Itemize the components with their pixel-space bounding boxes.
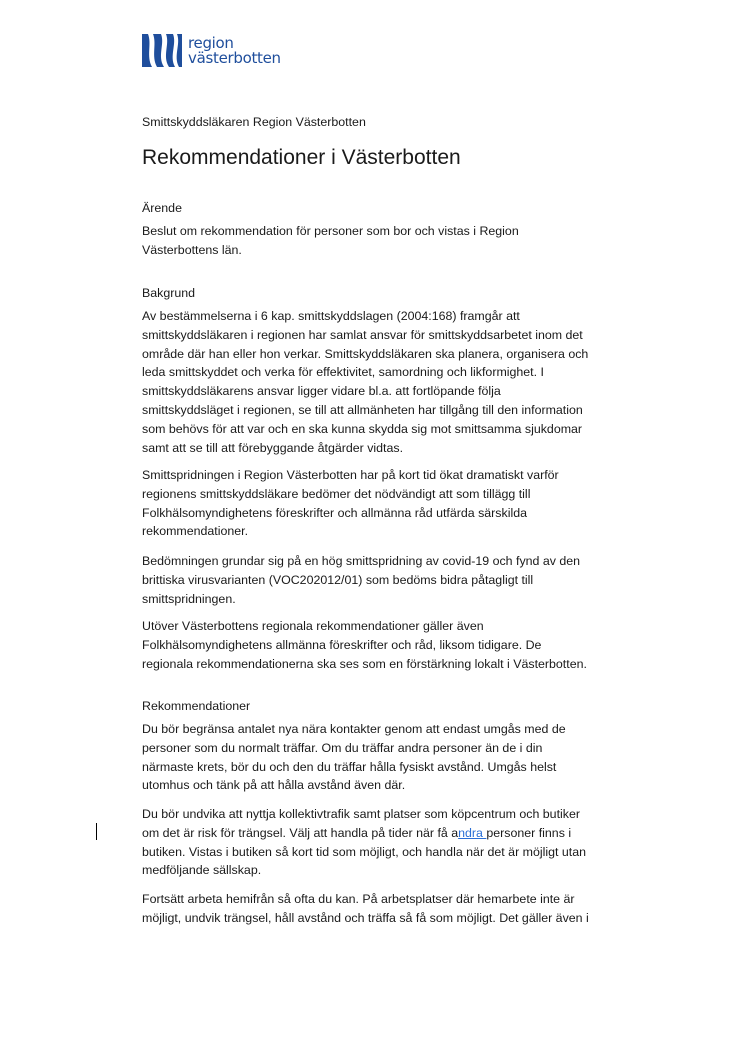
text-line — [142, 522, 559, 541]
text-line — [142, 805, 586, 824]
text-line — [142, 617, 587, 636]
text-line — [142, 199, 182, 218]
text-line — [142, 363, 588, 382]
line-text: personer som du normalt träffar. Om du träffar andra personer än de i din — [142, 740, 543, 755]
logo-mark-icon — [142, 34, 182, 67]
line-text: Rekommendationer — [142, 699, 251, 713]
text-line — [142, 571, 580, 590]
text-line — [142, 636, 587, 655]
document-header: Smittskyddsläkaren Region Västerbotten — [142, 115, 366, 129]
line-text: Västerbottens län. — [142, 242, 242, 257]
text-line — [142, 590, 580, 609]
line-text: rekommendationer. — [142, 524, 249, 539]
paragraph — [142, 617, 587, 673]
line-text: smittspridningen. — [142, 591, 236, 606]
line-text: regionens smittskyddsläkare bedömer det nödvändigt att som tillägg till — [142, 486, 531, 501]
text-line — [142, 307, 588, 326]
text-cursor — [96, 823, 97, 840]
line-text: om det är risk för trängsel. Välj att handla på tider när få a — [142, 825, 459, 840]
paragraph — [142, 222, 519, 260]
line-text: närmaste krets, bör du och den du träffar hålla fysiskt avstånd. Umgås helst — [142, 759, 557, 774]
text-line — [142, 326, 588, 345]
line-text: Folkhälsomyndighetens allmänna föreskrifter och råd, liksom tidigare. De — [142, 637, 542, 652]
paragraph — [142, 805, 586, 880]
paragraph — [142, 307, 588, 457]
line-text: brittiska virusvarianten (VOC202012/01) som bedöms bidra påtagligt till — [142, 572, 534, 587]
text-line — [142, 909, 589, 928]
text-line — [142, 345, 588, 364]
line-text: Smittspridningen i Region Västerbotten har på kort tid ökat dramatiskt varför — [142, 468, 559, 482]
line-text: Bedömningen grundar sig på en hög smittspridning av covid-19 och fynd av den — [142, 554, 581, 568]
page-title: Rekommendationer i Västerbotten — [142, 146, 461, 169]
text-line — [142, 382, 588, 401]
paragraph — [142, 552, 580, 608]
line-text: butiken. Vistas i butiken så kort tid som möjligt, och handla när det är möjligt utan — [142, 844, 586, 859]
line-text: regionala rekommendationerna ska ses som en förstärkning lokalt i Västerbotten. — [142, 656, 587, 671]
paragraph — [142, 890, 589, 928]
line-text: Ärende — [142, 201, 182, 215]
line-text: område där han eller hon verkar. Smittskyddsläkaren ska planera, organisera och — [142, 346, 589, 361]
line-text: smittskyddsläkarens ansvar ligger vidare bl.a. att fortlöpande följa — [142, 384, 501, 399]
paragraph — [142, 720, 566, 795]
text-line — [142, 655, 587, 674]
text-line — [142, 720, 566, 739]
text-line — [142, 697, 250, 716]
paragraph — [142, 466, 559, 541]
line-text: Av bestämmelserna i 6 kap. smittskyddslagen (2004:168) framgår att — [142, 309, 520, 323]
text-line — [142, 222, 519, 241]
line-text: Beslut om rekommendation för personer som bor och vistas i Region — [142, 224, 519, 238]
logo-line1: region — [188, 33, 234, 52]
line-text: Fortsätt arbeta hemifrån så ofta du kan. På arbetsplatser där hemarbete inte är — [142, 892, 575, 906]
text-line — [142, 439, 588, 458]
line-text: smittskyddsläkaren i regionen har samlat ansvar för smittskyddsarbetet inom det — [142, 327, 583, 342]
line-text: Du bör undvika att nyttja kollektivtrafik samt platser som köpcentrum och butiker — [142, 807, 580, 821]
line-text: Bakgrund — [142, 286, 196, 300]
text-line — [142, 739, 566, 758]
heading-arende — [142, 199, 182, 218]
line-text: Utöver Västerbottens regionala rekommendationer gäller även — [142, 619, 484, 633]
text-line — [142, 824, 586, 843]
logo-text — [188, 33, 281, 67]
text-line — [142, 466, 559, 485]
text-line — [142, 284, 195, 303]
heading-rekommendationer — [142, 697, 250, 716]
text-line — [142, 401, 588, 420]
text-line — [142, 890, 589, 909]
hyperlink[interactable]: ndra — [458, 825, 487, 840]
line-text: Du bör begränsa antalet nya nära kontakter genom att endast umgås med de — [142, 722, 566, 736]
line-text: leda smittskyddet och verka för effektivitet, samordning och likformighet. I — [142, 365, 544, 380]
region-vasterbotten-logo — [142, 34, 281, 67]
text-line — [142, 861, 586, 880]
logo-line2: västerbotten — [188, 48, 281, 67]
line-text: möjligt, undvik trängsel, håll avstånd och träffa så få som möjligt. Det gäller även i — [142, 910, 589, 925]
text-line — [142, 485, 559, 504]
heading-bakgrund — [142, 284, 195, 303]
text-line — [142, 843, 586, 862]
line-text: samt att se till att förebyggande åtgärder vidtas. — [142, 440, 404, 455]
text-line — [142, 776, 566, 795]
line-text: som behövs för att var och en ska kunna skydda sig mot smittsamma sjukdomar — [142, 421, 583, 436]
line-text: medföljande sällskap. — [142, 863, 262, 878]
text-line — [142, 552, 580, 571]
text-line — [142, 420, 588, 439]
text-line — [142, 504, 559, 523]
text-line — [142, 758, 566, 777]
line-text: smittskyddsläget i regionen, se till att allmänheten har tillgång till den information — [142, 402, 583, 417]
line-text: utomhus och tänk på att hålla avstånd även där. — [142, 778, 406, 793]
line-text: Folkhälsomyndighetens föreskrifter och allmänna råd utfärda särskilda — [142, 505, 527, 520]
text-line — [142, 241, 519, 260]
line-text: personer finns i — [486, 825, 572, 840]
